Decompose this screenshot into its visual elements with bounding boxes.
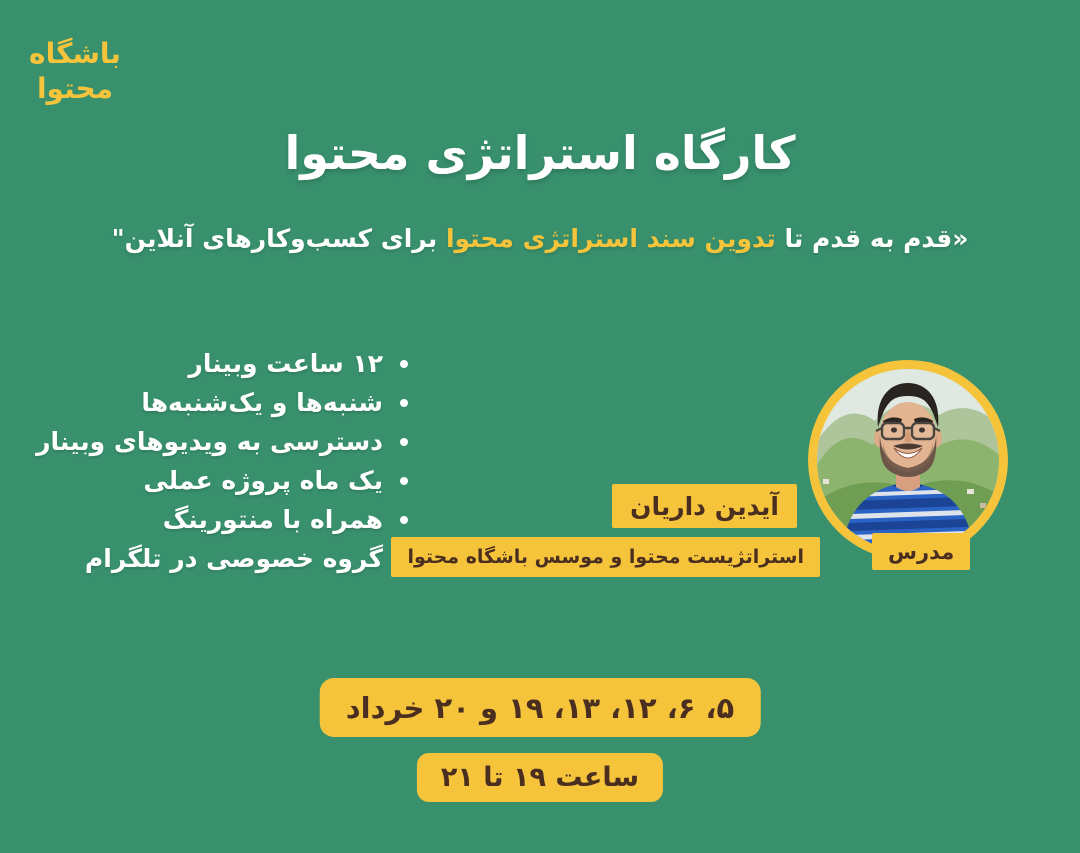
subtitle-suffix: برای کسب‌وکارهای آنلاین" — [111, 224, 446, 253]
feature-list — [0, 344, 408, 578]
feature-item — [0, 500, 408, 539]
bullet-dot — [400, 477, 408, 485]
feature-text: دسترسی به ویدیوهای وبینار — [36, 427, 383, 456]
feature-text: همراه با منتورینگ — [162, 505, 383, 534]
feature-item — [0, 461, 408, 500]
subtitle-prefix: «قدم به قدم تا — [775, 224, 969, 253]
page-title: کارگاه استراتژی محتوا — [284, 126, 796, 180]
brand-logo-line1: باشگاه — [29, 37, 121, 70]
feature-item — [0, 344, 408, 383]
instructor-label-badge: مدرس — [872, 533, 970, 570]
bullet-dot — [400, 438, 408, 446]
feature-text: یک ماه پروژه عملی — [143, 466, 383, 495]
feature-item — [0, 539, 408, 578]
brand-logo-line2: محتوا — [36, 72, 114, 105]
feature-text: ۱۲ ساعت وبینار — [188, 349, 383, 378]
instructor-photo — [808, 360, 1008, 560]
brand-logo — [28, 36, 122, 106]
bullet-dot — [400, 516, 408, 524]
bullet-dot — [400, 399, 408, 407]
feature-text: شنبه‌ها و یک‌شنبه‌ها — [141, 388, 383, 417]
page-subtitle — [0, 224, 1080, 253]
workshop-time-badge: ساعت ۱۹ تا ۲۱ — [417, 753, 663, 802]
person-portrait-illustration — [817, 369, 999, 551]
feature-item — [0, 383, 408, 422]
subtitle-highlight: تدوین سند استراتژی محتوا — [445, 224, 776, 253]
workshop-dates-badge: ۵، ۶، ۱۲، ۱۳، ۱۹ و ۲۰ خرداد — [320, 678, 761, 737]
feature-item — [0, 422, 408, 461]
bullet-dot — [400, 360, 408, 368]
instructor-name-badge: آیدین داریان — [612, 484, 797, 528]
instructor-role-badge: استراتژیست محتوا و موسس باشگاه محتوا — [391, 537, 820, 577]
feature-text: گروه خصوصی در تلگرام — [84, 544, 383, 573]
